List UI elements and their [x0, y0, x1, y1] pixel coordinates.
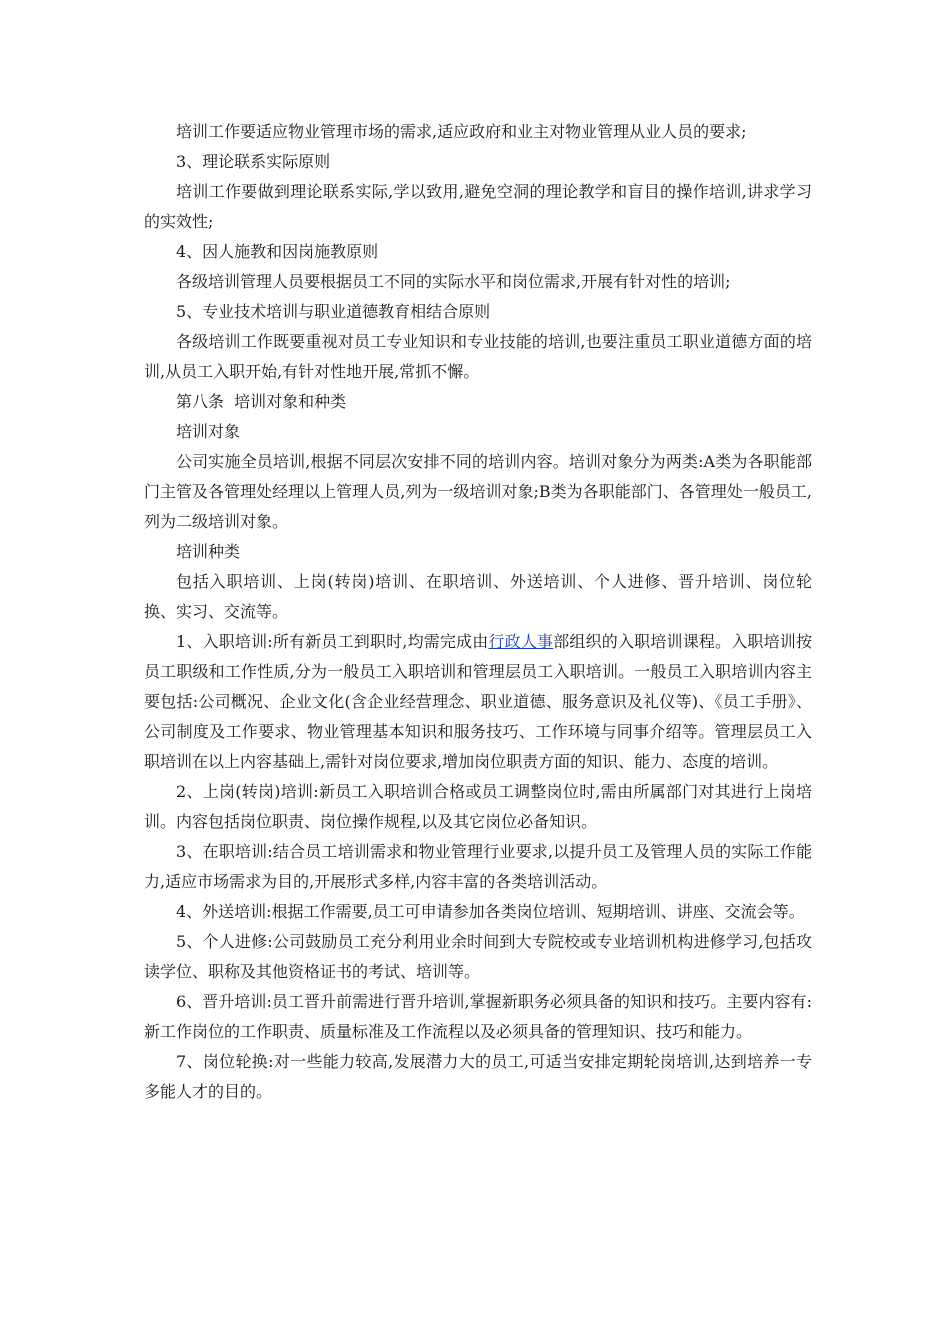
subheading: 培训对象 — [176, 422, 241, 441]
list-item: 7、岗位轮换:对一些能力较高,发展潜力大的员工,可适当安排定期轮岗培训,达到培养一专多能人才的目的。 — [144, 1052, 812, 1101]
article-heading: 第八条 培训对象和种类 — [176, 392, 347, 411]
subheading: 培训种类 — [176, 542, 241, 561]
section-heading: 3、理论联系实际原则 — [176, 152, 331, 171]
admin-hr-link[interactable]: 行政人事 — [488, 632, 554, 651]
list-item: 2、上岗(转岗)培训:新员工入职培训合格或员工调整岗位时,需由所属部门对其进行上岗培训。内容包括岗位职责、岗位操作规程,以及其它岗位必备知识。 — [144, 782, 812, 831]
paragraph: 培训工作要适应物业管理市场的需求,适应政府和业主对物业管理从业人员的要求; — [176, 122, 747, 141]
list-item: 4、外送培训:根据工作需要,员工可申请参加各类岗位培训、短期培训、讲座、交流会等。 — [176, 902, 805, 921]
list-item: 5、个人进修:公司鼓励员工充分利用业余时间到大专院校或专业培训机构进修学习,包括攻读学位、职称及其他资格证书的考试、培训等。 — [144, 932, 812, 981]
list-item: 6、晋升培训:员工晋升前需进行晋升培训,掌握新职务必须具备的知识和技巧。主要内容有:新工作岗位的工作职责、质量标准及工作流程以及必须具备的管理知识、技巧和能力。 — [144, 992, 812, 1041]
section-heading: 4、因人施教和因岗施教原则 — [176, 242, 379, 261]
paragraph: 各级培训管理人员要根据员工不同的实际水平和岗位需求,开展有针对性的培训; — [176, 272, 731, 291]
item1-before: 1、入职培训:所有新员工到职时,均需完成由 — [176, 632, 489, 651]
item1-after: 部组织的入职培训课程。入职培训按员工职级和工作性质,分为一般员工入职培训和管理层员工入职培训。一般员工入职培训内容主要包括:公司概况、企业文化(含企业经营理念、职业道德、服务意识及礼仪等)、《员工手册》、公司制度及工作要求、物业管理基本知识和服务技巧、工作环境与同事介绍等。管理层员工入职培训在以上内容基础上,需针对岗位要求,增加岗位职责方面的知识、能力、态度的培训。 — [144, 632, 812, 771]
section-heading: 5、专业技术培训与职业道德教育相结合原则 — [176, 302, 491, 321]
paragraph: 各级培训工作既要重视对员工专业知识和专业技能的培训,也要注重员工职业道德方面的培训,从员工入职开始,有针对性地开展,常抓不懈。 — [144, 332, 812, 381]
document-body — [144, 117, 812, 1107]
paragraph: 培训工作要做到理论联系实际,学以致用,避免空洞的理论教学和盲目的操作培训,讲求学习的实效性; — [144, 182, 812, 231]
list-item: 3、在职培训:结合员工培训需求和物业管理行业要求,以提升员工及管理人员的实际工作能力,适应市场需求为目的,开展形式多样,内容丰富的各类培训活动。 — [144, 842, 812, 891]
list-item — [144, 627, 812, 777]
paragraph: 公司实施全员培训,根据不同层次安排不同的培训内容。培训对象分为两类:A类为各职能部门主管及各管理处经理以上管理人员,列为一级培训对象;B类为各职能部门、各管理处一般员工,列为二级培训对象。 — [144, 452, 812, 531]
paragraph: 包括入职培训、上岗(转岗)培训、在职培训、外送培训、个人进修、晋升培训、岗位轮换、实习、交流等。 — [144, 572, 812, 621]
